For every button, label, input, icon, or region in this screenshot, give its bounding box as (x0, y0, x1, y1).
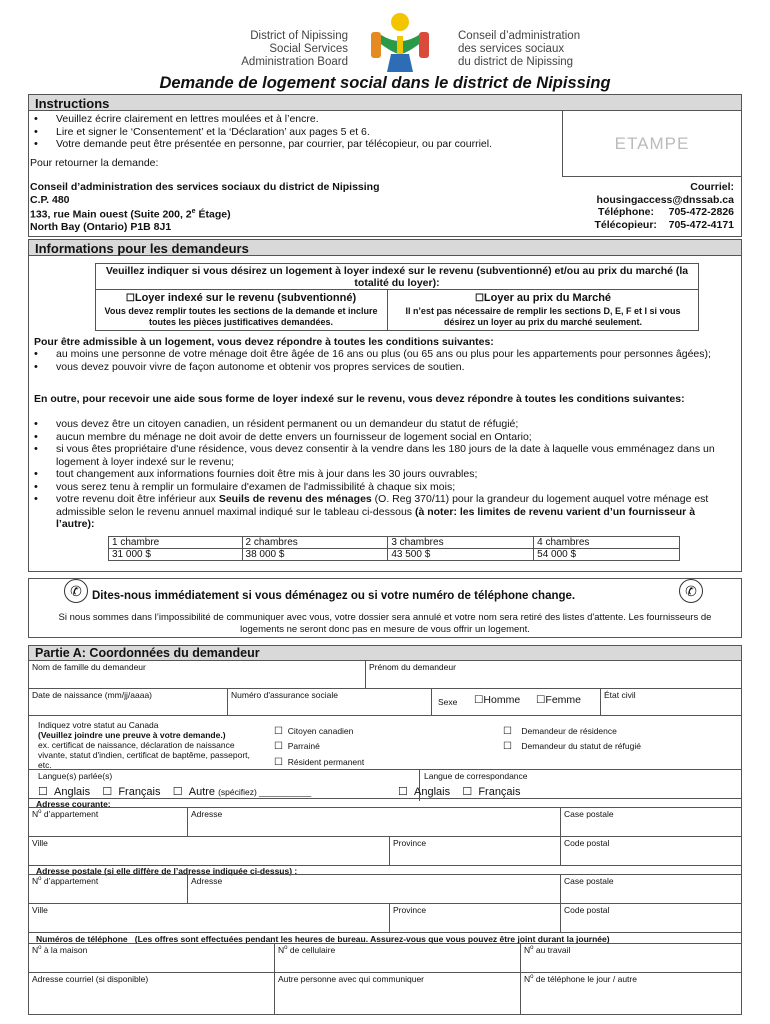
income-text: (O. Reg 370/11) pour la grandeur du logement auquel votre ménage est admissible selon le revenu annuel maximal indiqué sur le tableau ci-dessous (56, 493, 709, 518)
mailing-apt-field[interactable] (28, 874, 188, 904)
checkbox-icon[interactable]: ☐ (462, 786, 473, 798)
field-label: d’appartement (41, 809, 99, 819)
field-label: Ville (32, 838, 48, 848)
field-label: N (32, 945, 39, 955)
sin-field[interactable] (227, 688, 432, 716)
work-phone-field[interactable] (520, 943, 742, 973)
field-label: de téléphone le jour / autre (533, 974, 637, 984)
option-rgi-note: Vous devez remplir toutes les sections de la demande et inclure toutes les pièces justificatives demandées. (104, 306, 378, 327)
telephone-icon: ✆ (64, 579, 88, 603)
field-label: N (524, 945, 531, 955)
sex-field (431, 688, 601, 716)
stamp-label: ETAMPE (614, 134, 690, 153)
dnssab-figure-logo-icon (357, 10, 443, 72)
phone-row (520, 206, 734, 219)
mailing-postal-code-field[interactable] (560, 903, 742, 933)
field-label: N (524, 974, 531, 984)
page-title: Demande de logement social dans le district de Nipissing (159, 74, 611, 92)
field-label: N (278, 945, 285, 955)
other-contact-field[interactable] (274, 972, 521, 1015)
divider (28, 769, 742, 770)
current-postal-box-field[interactable] (560, 807, 742, 837)
phones-heading-label: Numéros de téléphone (36, 934, 128, 944)
specify-label: (spécifiez) ___________ (218, 787, 312, 797)
field-label-sup: o (38, 945, 42, 952)
address-line: Conseil d’administration des services sociaux du district de Nipissing (30, 181, 380, 193)
threshold-amount: 31 000 $ (109, 549, 243, 561)
checkbox-icon[interactable]: ☐ (503, 741, 512, 752)
mailing-address-heading: Adresse postale (si elle diffère de l’adresse indiquée ci-dessus) : (36, 866, 298, 876)
threshold-amount: 43 500 $ (388, 549, 534, 561)
address-part: 133, rue Main ouest (Suite 200, 2 (30, 208, 192, 221)
address-line: C.P. 480 (30, 193, 70, 206)
instructions-heading: Instructions (28, 94, 742, 111)
status-label: Parrainé (287, 741, 320, 751)
address-line: North Bay (Ontario) P1B 8J1 (30, 221, 172, 233)
checkbox-icon[interactable]: ☐ (536, 694, 546, 706)
status-instructions (38, 720, 258, 770)
income-bold: Seuils de revenu des ménages (218, 493, 372, 505)
income-note: (à noter: les limites de revenu varient d’un fournisseur à l’autre): (56, 505, 696, 530)
list-item: • vous serez tenu à remplir un formulaire d'examen de l'admissibilité à chaque six mois; (28, 481, 734, 494)
partA-heading: Partie A: Coordonnées du demandeur (28, 645, 742, 661)
current-address-heading: Adresse courante: (36, 799, 111, 809)
field-label: Province (393, 905, 427, 915)
option-rgi[interactable] (95, 292, 387, 304)
current-apt-field[interactable] (28, 807, 188, 837)
spoken-language-options (38, 785, 311, 798)
option-label: Anglais (54, 786, 91, 798)
list-item: • Votre demande peut être présentée en personne, par courrier, par télécopieur, ou par courriel. (28, 138, 568, 151)
field-label-sup: o (530, 945, 534, 952)
sex-label: Sexe (438, 697, 458, 707)
field-label: au travail (533, 945, 571, 955)
status-label: Demandeur du statut de réfugié (521, 741, 641, 751)
list-item: • vous devez pouvoir vivre de façon autonome et obtenir vos propres services de soutien. (28, 361, 728, 374)
address-sup: e (191, 208, 196, 215)
first-name-field[interactable] (365, 661, 742, 689)
list-item: • si vous êtes propriétaire d'une résidence, vous devez consentir à la vendre dans les 180 jours de la date à laquelle vous emménagez dans un logement à loyer indexé sur le revenu; (28, 443, 734, 468)
field-label: de cellulaire (287, 945, 336, 955)
list-item (28, 493, 734, 531)
field-label-sup: o (38, 809, 42, 816)
current-city-field[interactable] (28, 836, 390, 866)
field-label-sup: o (530, 974, 534, 981)
email-value: housingaccess@dnssab.ca (596, 193, 734, 206)
field-label: Case postale (564, 876, 614, 886)
female-label: Femme (545, 694, 582, 706)
threshold-rooms: 1 chambre (109, 537, 243, 549)
correspondence-english-option[interactable] (398, 786, 450, 798)
mailing-postal-box-field[interactable] (560, 874, 742, 904)
status-refugee-option[interactable] (503, 741, 641, 752)
status-permanent-option[interactable] (274, 757, 364, 768)
field-label: Code postal (564, 838, 610, 848)
applicants-heading: Informations pour les demandeurs (28, 239, 742, 256)
day-phone-field[interactable] (520, 972, 742, 1015)
list-item: • au moins une personne de votre ménage doit être âgée de 16 ans ou plus (ou 65 ans ou plus pour les appartements pour personnes âgées); (28, 348, 728, 361)
field-label: d’appartement (41, 876, 99, 886)
dob-field[interactable] (28, 688, 228, 716)
field-label: N (32, 809, 39, 819)
phone-label: Téléphone: (598, 206, 655, 218)
status-label: Demandeur de résidence (521, 726, 617, 736)
spoken-french-option[interactable] (102, 786, 160, 798)
table-row (109, 537, 680, 549)
mailing-address-field[interactable] (187, 874, 561, 904)
male-label: Homme (483, 694, 521, 706)
eligibility-list (28, 348, 728, 373)
checkbox-icon[interactable]: ☐ (102, 786, 113, 798)
spoken-english-option[interactable] (38, 786, 90, 798)
header-right-line: Conseil d’administration (458, 30, 581, 42)
option-market-label: Loyer au prix du Marché (483, 292, 612, 304)
phones-note: (Les offres sont effectuées pendant les heures de bureau. Assurez-vous que vous pouvez être joint durant la journée) (134, 934, 610, 944)
field-label: Ville (32, 905, 48, 915)
field-label: Adresse courriel (si disponible) (32, 974, 149, 984)
field-label: Adresse (191, 809, 223, 819)
option-rgi-label: Loyer indexé sur le revenu (subventionné) (134, 292, 357, 304)
threshold-rooms: 2 chambres (242, 537, 388, 549)
checkbox-icon[interactable]: ☐ (274, 726, 283, 737)
marital-status-field[interactable] (600, 688, 742, 716)
header-left-line: Social Services (269, 43, 348, 55)
address-part: Étage) (195, 208, 231, 221)
list-item: • Lire et signer le ‘Consentement’ et la ‘Déclaration’ aux pages 5 et 6. (28, 126, 568, 139)
checkbox-icon[interactable]: ☐ (274, 757, 283, 768)
header-right-line: du district de Nipissing (458, 56, 574, 68)
mailing-city-field[interactable] (28, 903, 390, 933)
field-label: Province (393, 838, 427, 848)
option-market[interactable] (387, 292, 699, 304)
checkbox-icon[interactable]: ☐ (474, 293, 484, 304)
header-left (220, 30, 348, 69)
return-label: Pour retourner la demande: (30, 157, 159, 169)
header-left-line: Administration Board (241, 56, 348, 68)
rgi-list (28, 418, 734, 531)
fax-value: 705-472-4171 (668, 218, 734, 231)
status-prompt: Indiquez votre statut au Canada (38, 720, 159, 730)
sex-male-option[interactable] (474, 694, 520, 706)
instructions-list (28, 113, 568, 151)
threshold-amount: 38 000 $ (242, 549, 388, 561)
header-right (458, 30, 618, 69)
rent-choice-prompt: Veuillez indiquer si vous désirez un logement à loyer indexé sur le revenu (subventionné) et/ou au prix du marché (la totalité du loyer): (105, 265, 689, 289)
email-label: Courriel: (690, 181, 734, 193)
checkbox-icon[interactable]: ☐ (172, 786, 183, 798)
list-item: • aucun membre du ménage ne doit avoir de dette envers un fournisseur de logement social en Ontario; (28, 431, 734, 444)
current-address-field[interactable] (187, 807, 561, 837)
field-label: Prénom du demandeur (369, 662, 456, 672)
mailing-province-field[interactable] (389, 903, 561, 933)
last-name-field[interactable] (28, 661, 366, 689)
field-label: Numéro d'assurance sociale (231, 690, 338, 700)
header-right-line: des services sociaux (458, 43, 565, 55)
option-label: Autre (188, 786, 216, 798)
list-item: • Veuillez écrire clairement en lettres moulées et à l’encre. (28, 113, 568, 126)
correspondence-label: Langue de correspondance (424, 771, 528, 781)
field-label: Nom de famille du demandeur (32, 662, 146, 672)
telephone-icon: ✆ (679, 579, 703, 603)
field-label: Code postal (564, 905, 610, 915)
field-label: à la maison (41, 945, 88, 955)
languages-label: Langue(s) parlée(s) (38, 771, 113, 781)
status-sponsored-option[interactable] (274, 741, 320, 752)
income-text: votre revenu doit être inférieur aux (56, 493, 219, 505)
divider (28, 798, 742, 799)
sex-female-option[interactable] (536, 694, 581, 706)
list-item: • tout changement aux informations fournies doit être mis à jour dans les 30 jours ouvrables; (28, 468, 734, 481)
current-province-field[interactable] (389, 836, 561, 866)
option-label: Français (478, 786, 521, 798)
threshold-rooms: 4 chambres (534, 537, 680, 549)
field-label: Case postale (564, 809, 614, 819)
address-line (30, 206, 470, 221)
field-label: Adresse (191, 876, 223, 886)
fax-row (520, 219, 734, 232)
checkbox-icon[interactable]: ☐ (474, 694, 484, 706)
checkbox-icon[interactable]: ☐ (125, 293, 135, 304)
status-residence-option[interactable] (503, 726, 617, 737)
checkbox-icon[interactable]: ☐ (274, 741, 283, 752)
eligibility-heading: Pour être admissible à un logement, vous devez répondre à toutes les conditions suivantes: (34, 336, 494, 348)
spoken-other-option[interactable] (173, 786, 311, 798)
notice-body: Si nous sommes dans l’impossibilité de communiquer avec vous, votre dossier sera annulé et votre nom sera retiré des listes d'attente. Les fournisseurs de logements ne seront donc pas en mesure de vous offrir un logement. (58, 612, 712, 635)
field-label-sup: o (38, 876, 42, 883)
status-bold: (Veuillez joindre une preuve à votre demande.) (38, 730, 226, 740)
checkbox-icon[interactable]: ☐ (503, 726, 512, 737)
table-row (109, 549, 680, 561)
phone-value: 705-472-2826 (668, 206, 734, 218)
correspondence-french-option[interactable] (462, 786, 520, 798)
home-phone-field[interactable] (28, 943, 275, 973)
mailing-address (30, 181, 470, 234)
field-label-sup: o (284, 945, 288, 952)
email-field[interactable] (28, 972, 275, 1015)
status-label: Résident permanent (287, 757, 365, 767)
checkbox-icon[interactable]: ☐ (398, 786, 408, 798)
current-postal-code-field[interactable] (560, 836, 742, 866)
threshold-rooms: 3 chambres (388, 537, 534, 549)
field-label: N (32, 876, 39, 886)
field-label: Autre personne avec qui communiquer (278, 974, 424, 984)
income-threshold-table (108, 536, 680, 561)
divider (95, 289, 699, 290)
threshold-amount: 54 000 $ (534, 549, 680, 561)
option-label: Anglais (414, 786, 451, 798)
correspondence-options (398, 785, 521, 798)
option-market-note: Il n’est pas nécessaire de remplir les sections D, E, F et I si vous désirez un loyer au prix du marché seulement. (405, 306, 681, 327)
status-label: Citoyen canadien (287, 726, 354, 736)
status-examples: ex. certificat de naissance, déclaration de naissance vivante, statut d'indien, certificat de baptême, passeport, etc. (38, 740, 250, 770)
contact-info (520, 181, 734, 231)
notice-heading: Dites-nous immédiatement si vous déménagez ou si votre numéro de téléphone change. (92, 590, 576, 602)
option-label: Français (118, 786, 161, 798)
status-citizen-option[interactable] (274, 726, 353, 737)
list-item: • vous devez être un citoyen canadien, un résident permanent ou un demandeur du statut de réfugié; (28, 418, 734, 431)
field-label: État civil (604, 690, 636, 700)
cell-phone-field[interactable] (274, 943, 521, 973)
field-label: Date de naissance (mm/jj/aaaa) (32, 690, 153, 700)
header-left-line: District of Nipissing (250, 30, 348, 42)
fax-label: Télécopieur: (594, 218, 657, 231)
checkbox-icon[interactable]: ☐ (38, 786, 48, 798)
rgi-heading: En outre, pour recevoir une aide sous forme de loyer indexé sur le revenu, vous devez répondre à toutes les conditions suivantes: (34, 393, 685, 405)
